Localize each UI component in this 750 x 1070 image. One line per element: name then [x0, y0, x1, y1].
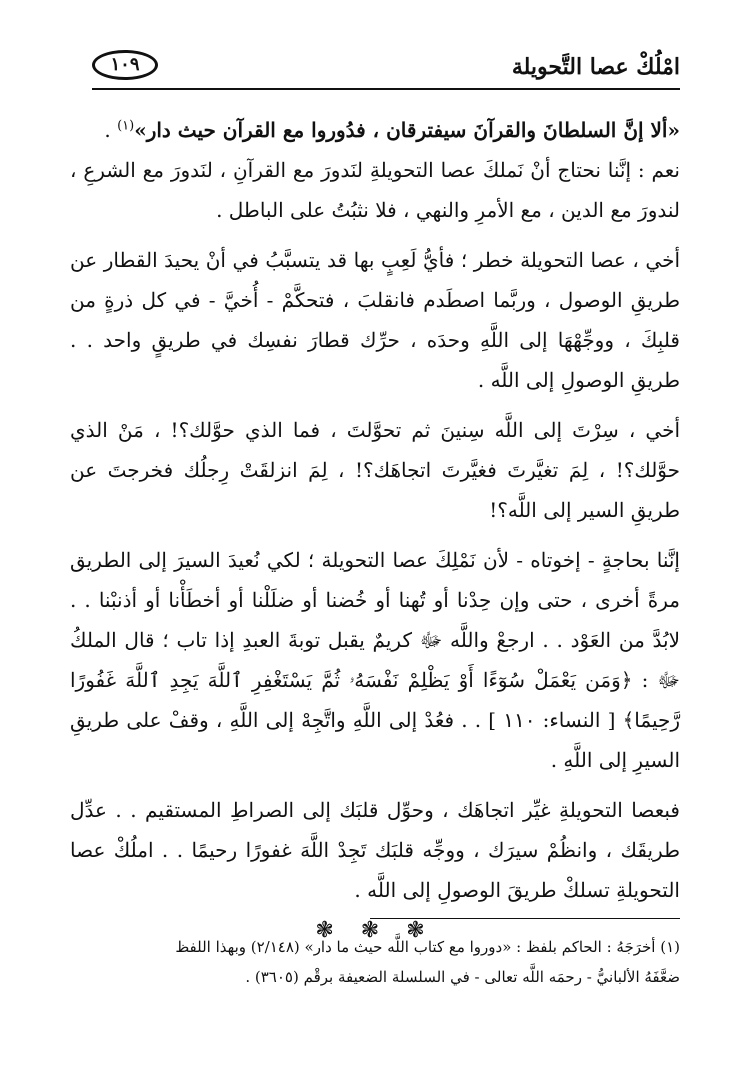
paragraph-5: إنَّنا بحاجةٍ - إخوتاه - لأن نَمْلِكَ عصا التحويلة ؛ لكي نُعيدَ السيرَ إلى الطريق مرةً أخرى ، حتى وإن حِدْنا أو تُهنا أو خُضنا أو ضلَلْنا أو أخطَأْنا أو أذنبْنا . . لابُدَّ من العَوْد . . ارجعْ واللَّه ﷻ كريمٌ يقبل توبةَ العبدِ إذا تاب ؛ قال الملكُ ﷻ : ﴿وَمَن يَعْمَلْ سُوٓءًا أَوْ يَظْلِمْ نَفْسَهُۥ ثُمَّ يَسْتَغْفِرِ ٱللَّهَ يَجِدِ ٱللَّهَ غَفُورًا رَّحِيمًا﴾ [ النساء: ١١٠ ] . . فعُدْ إلى اللَّهِ واتَّجِهْ إلى اللَّهِ ، وقفْ على طريقِ السيرِ إلى اللَّهِ . — [70, 548, 681, 772]
section-separator: ❃ ❃ ❃ — [315, 918, 435, 943]
footnote-reference: (١) — [117, 118, 135, 134]
paragraph-6: فبعصا التحويلةِ غيِّر اتجاهَك ، وحوِّل قلبَك إلى الصراطِ المستقيم . . عدِّل طريقَك ، وانظُمْ سيرَك ، ووجِّه قلبَك تَجِدْ اللَّهَ غفورًا رحيمًا . . املُكْ عصا التحويلةِ تسلكْ طريقَ الوصولِ إلى اللَّه . — [70, 798, 680, 902]
footnote-1-line-1: (١) أخرَجَهُ : الحاكم بلفظ : «دوروا مع كتاب اللَّه حيث ما دار» (٢/١٤٨) وبهذا اللفظ — [175, 938, 680, 956]
footnote-1-line-2: ضعَّفَهُ الألبانيُّ - رحمَه اللَّه تعالى - في السلسلة الضعيفة برقْم (٣٦٠٥) . — [245, 968, 680, 986]
header-rule — [92, 88, 680, 90]
paragraph-2: نعم : إنَّنا نحتاج أنْ نَملكَ عصا التحويلةِ لنَدورَ مع القرآنِ ، لنَدورَ مع الشرعِ ، لندورَ مع الدين ، مع الأمرِ والنهي ، فلا نثبُتُ على الباطل . — [70, 158, 680, 222]
quote-tail: . — [104, 118, 118, 142]
page-number-badge: ١٠٩ — [92, 50, 158, 80]
paragraph-4: أخي ، سِرْتَ إلى اللَّه سِنينَ ثم تحوَّلتَ ، فما الذي حوَّلك؟! ، مَنْ الذي حوَّلك؟! ، لِمَ تغيَّرتَ فغيَّرتَ اتجاهَك؟! ، لِمَ انزلقَتْ رِجلُك فخرجتَ عن طريقِ السير إلى اللَّه؟! — [70, 418, 680, 522]
footnotes — [70, 932, 680, 992]
hadith-quote: «ألا إنَّ السلطانَ والقرآنَ سيفترقان ، فدُوروا مع القرآن حيث دار» — [134, 118, 680, 142]
footnote-rule — [370, 918, 680, 919]
page-body — [70, 110, 680, 946]
paragraph-quote — [70, 110, 680, 150]
paragraph-3: أخي ، عصا التحويلة خطر ؛ فأيُّ لَعِبٍ بها قد يتسبَّبُ في أنْ يحيدَ القطار عن طريقِ الوصول ، وربَّما اصطَدم فانقلبَ ، فتحكَّمْ - أُخيَّ - في كل ذرةٍ من قلبِكَ ، ووجِّهْهَا إلى اللَّهِ وحدَه ، حرِّك قطارَ نفسِك في طريقٍ واحد . . طريقِ الوصولِ إلى اللَّه . — [70, 248, 680, 392]
running-title: امْلُكْ عصا التَّحويلة — [511, 54, 680, 80]
page-header — [92, 40, 680, 92]
